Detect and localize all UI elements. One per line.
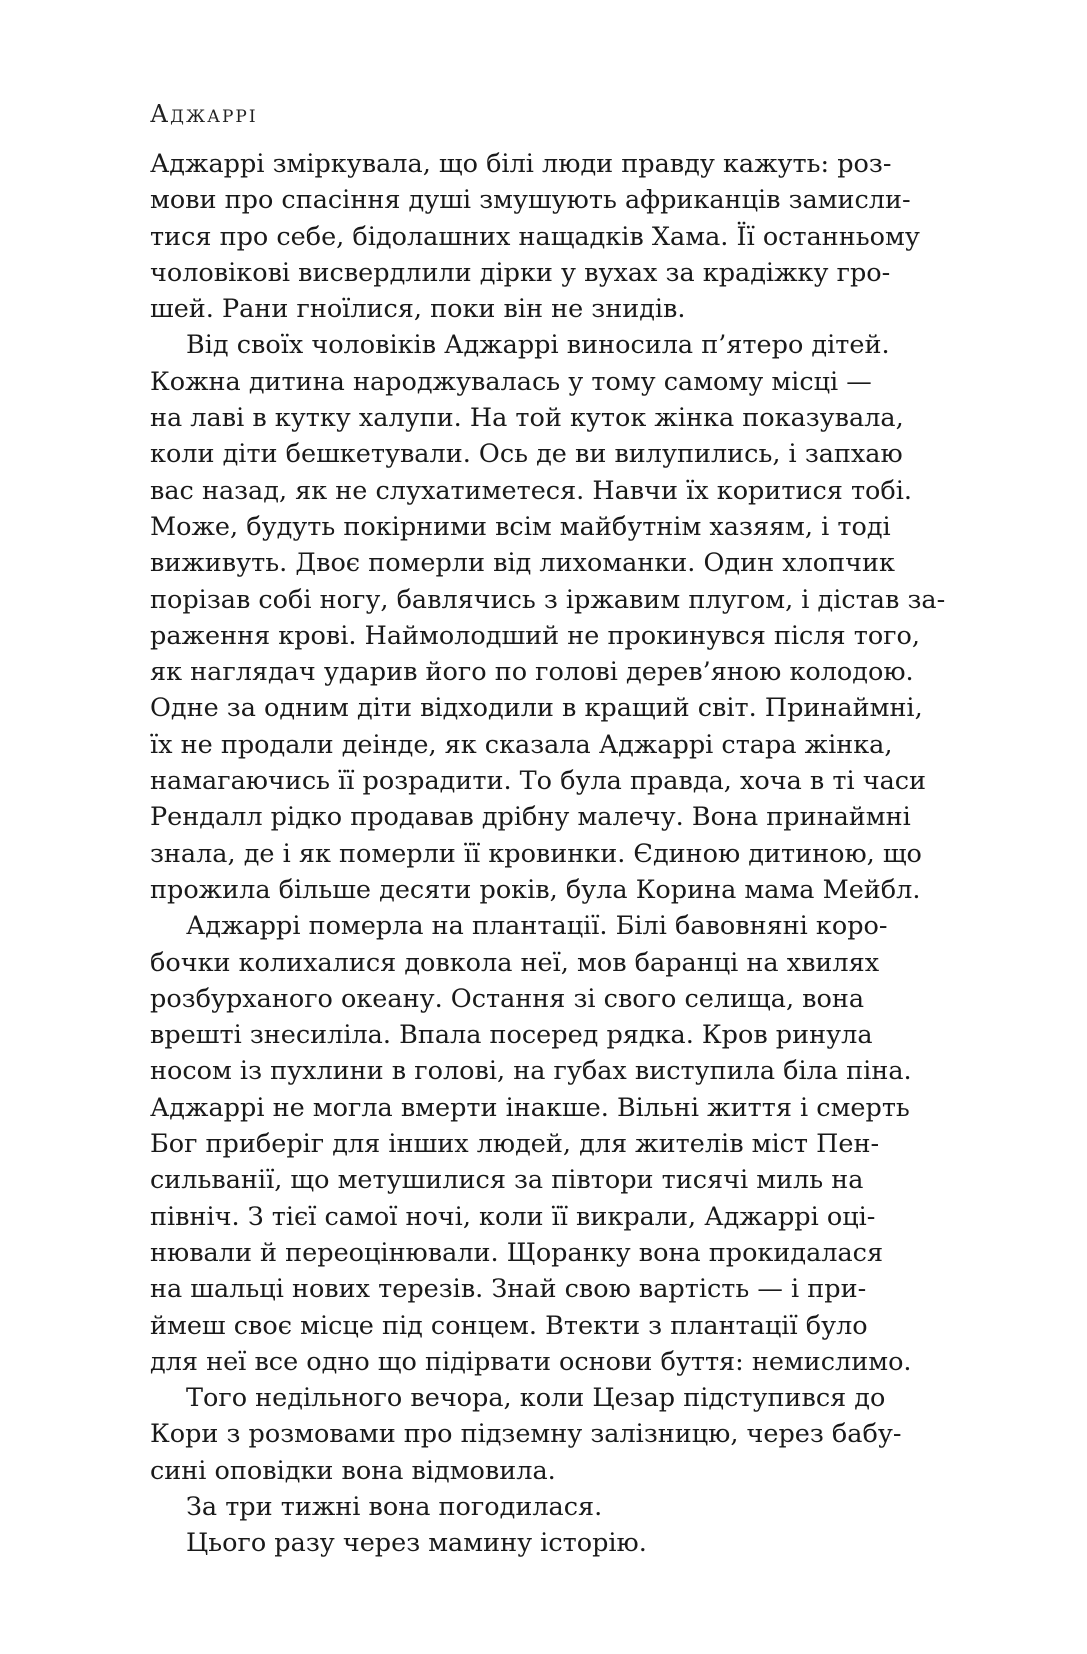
text-line: мови про спасіння душі змушують африканців замисли- (150, 185, 911, 216)
text-line: Рендалл рідко продавав дрібну малечу. Вона принаймні (150, 802, 911, 833)
text-line: прожила більше десяти років, була Корина мама Мейбл. (150, 874, 921, 905)
body-text (150, 146, 946, 1562)
text-line: Може, будуть покірними всім майбутнім хазяям, і тоді (150, 511, 891, 542)
text-line: нювали й переоцінювали. Щоранку вона прокидалася (150, 1237, 884, 1268)
text-line: виживуть. Двоє померли від лихоманки. Один хлопчик (150, 548, 895, 579)
text-line: тися про себе, бідолашних нащадків Хама. Її останньому (150, 221, 920, 252)
text-line: на лаві в кутку халупи. На той куток жінка показувала, (150, 403, 904, 434)
text-line: Аджаррі зміркувала, що білі люди правду кажуть: роз- (150, 149, 892, 179)
running-head: Аджаррі (150, 100, 258, 128)
paragraph (150, 1525, 862, 1561)
text-line: чоловікові висвердлили дірки у вухах за крадіжку гро- (150, 257, 891, 288)
text-line: Цього разу через мамину історію. (186, 1528, 647, 1559)
text-line: Того недільного вечора, коли Цезар підступився до (186, 1383, 886, 1414)
paragraph (150, 1489, 862, 1525)
text-line: ймеш своє місце під сонцем. Втекти з плантації було (150, 1310, 868, 1341)
paragraph (150, 146, 920, 327)
text-line: Аджаррі не могла вмерти інакше. Вільні життя і смерть (150, 1092, 910, 1123)
text-line: Бог приберіг для інших людей, для жителів міст Пен- (150, 1129, 880, 1160)
text-line: на шальці нових терезів. Знай свою вартість — і при- (150, 1274, 867, 1305)
text-line: бочки колихалися довкола неї, мов баранці на хвилях (150, 947, 880, 978)
text-line: знала, де і як померли її кровинки. Єдиною дитиною, що (150, 838, 922, 869)
text-line: їх не продали деінде, як сказала Аджаррі стара жінка, (150, 729, 893, 760)
paragraph (150, 327, 946, 908)
text-line: раження крові. Наймолодший не прокинувся після того, (150, 620, 921, 651)
text-line: Кожна дитина народжувалась у тому самому місці — (150, 366, 872, 397)
text-line: коли діти бешкетували. Ось де ви вилупились, і запхаю (150, 439, 903, 470)
text-line: Від своїх чоловіків Аджаррі виносила п’ятеро дітей. (186, 330, 890, 361)
text-line: намагаючись її розрадити. То була правда, хоча в ті часи (150, 766, 927, 797)
text-line: сині оповідки вона відмовила. (150, 1455, 556, 1486)
text-line: вас назад, як не слухатиметеся. Навчи їх коритися тобі. (150, 475, 913, 506)
text-line: Кори з розмовами про підземну залізницю, через бабу- (150, 1419, 902, 1450)
text-line: Аджаррі померла на плантації. Білі бавовняні коро- (186, 911, 888, 942)
text-line: північ. З тієї самої ночі, коли її викрали, Аджаррі оці- (150, 1201, 876, 1232)
text-line: для неї все одно що підірвати основи буття: немислимо. (150, 1346, 912, 1377)
paragraph (150, 1380, 902, 1489)
text-line: розбурханого океану. Остання зі свого селища, вона (150, 983, 865, 1014)
paragraph (150, 908, 912, 1380)
text-line: Одне за одним діти відходили в кращий світ. Принаймні, (150, 693, 923, 724)
text-line: врешті знесиліла. Впала посеред рядка. Кров ринула (150, 1020, 873, 1051)
text-line: порізав собі ногу, бавлячись з іржавим плугом, і дістав за- (150, 584, 946, 615)
text-line: За три тижні вона погодилася. (186, 1491, 603, 1522)
text-line: як наглядач ударив його по голові дерев’яною колодою. (150, 657, 914, 688)
text-line: сильванії, що метушилися за півтори тисячі миль на (150, 1165, 864, 1196)
text-line: носом із пухлини в голові, на губах виступила біла піна. (150, 1056, 912, 1087)
text-line: шей. Рани гноїлися, поки він не знидів. (150, 294, 686, 325)
